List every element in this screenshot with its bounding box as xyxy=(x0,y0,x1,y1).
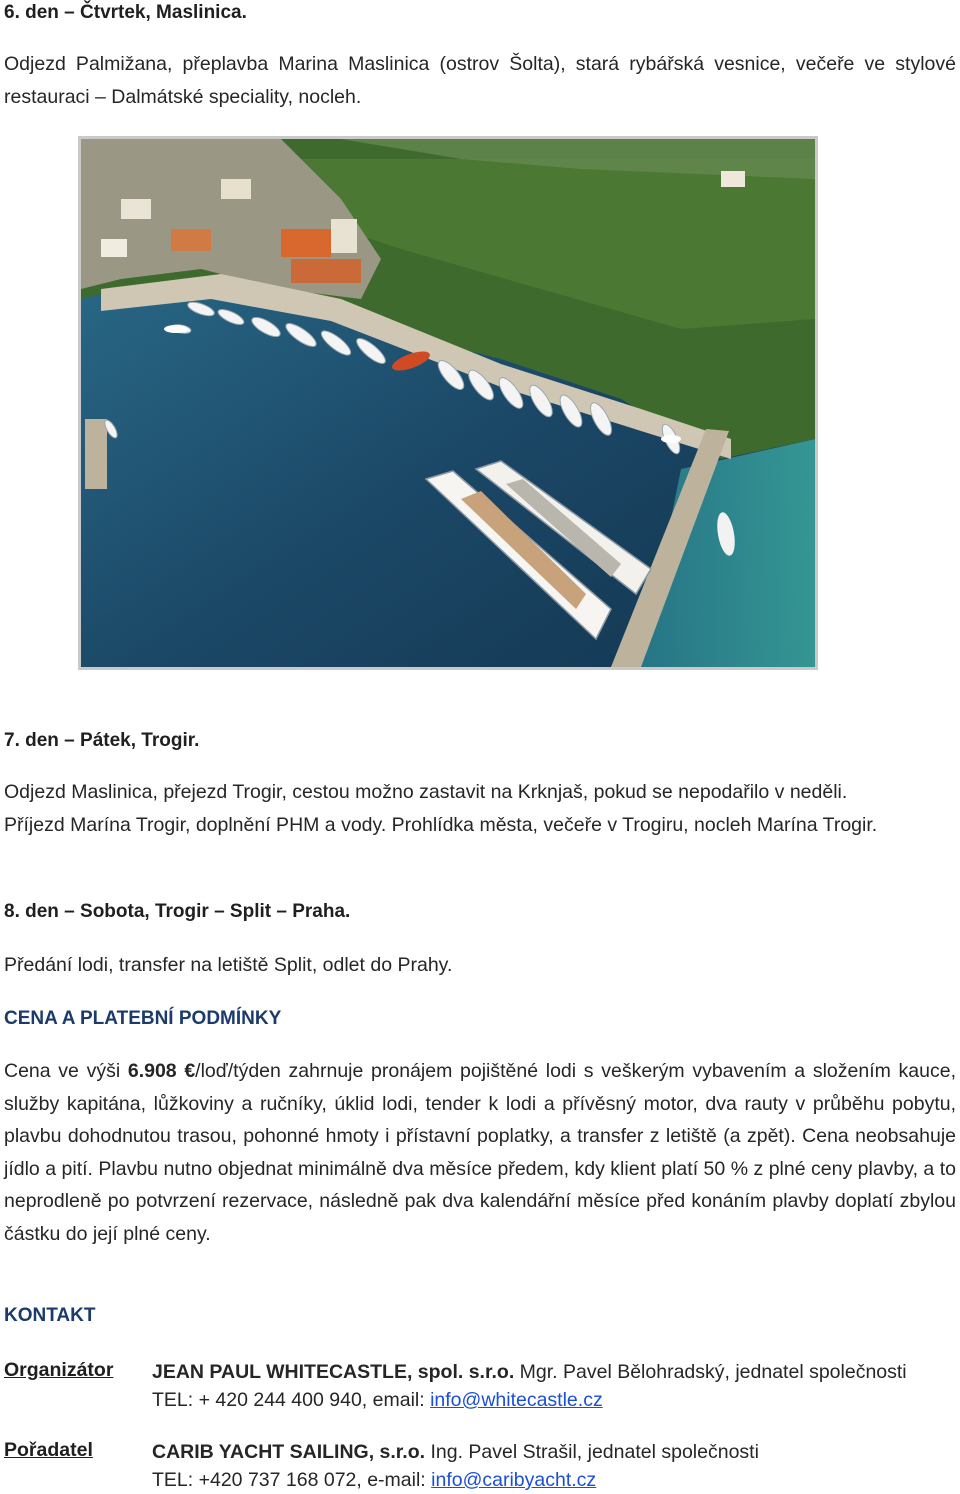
day6-text: Odjezd Palmižana, přeplavba Marina Maslinica (ostrov Šolta), stará rybářská vesnice, večeře ve stylové restauraci – Dalmátské speciality, nocleh. xyxy=(4,53,956,108)
operator-line1 xyxy=(152,1438,759,1466)
marina-aerial-illustration xyxy=(81,139,815,667)
contact-section-title: KONTAKT xyxy=(4,1305,96,1326)
operator-tel: TEL: +420 737 168 072, e-mail: xyxy=(152,1469,432,1491)
operator-company: CARIB YACHT SAILING, s.r.o. xyxy=(152,1441,426,1463)
organizer-person: Mgr. Pavel Bělohradský, jednatel společnosti xyxy=(514,1361,907,1383)
marina-photo xyxy=(78,136,818,670)
day7-heading: 7. den – Pátek, Trogir. xyxy=(4,730,200,751)
price-intro: Cena ve výši xyxy=(4,1060,128,1082)
organizer-company: JEAN PAUL WHITECASTLE, spol. s.r.o. xyxy=(152,1361,515,1383)
organizer-details xyxy=(152,1358,907,1414)
operator-person: Ing. Pavel Strašil, jednatel společnosti xyxy=(425,1441,759,1463)
operator-line2 xyxy=(152,1466,759,1494)
organizer-line1 xyxy=(152,1358,907,1386)
organizer-label: Organizátor xyxy=(4,1359,114,1381)
operator-email-link[interactable]: info@caribyacht.cz xyxy=(431,1469,597,1491)
organizer-email-link[interactable]: info@whitecastle.cz xyxy=(430,1389,603,1411)
price-section-title: CENA A PLATEBNÍ PODMÍNKY xyxy=(4,1008,282,1029)
organizer-tel: TEL: + 420 244 400 940, email: xyxy=(152,1389,431,1411)
day7-line2: Příjezd Marína Trogir, doplnění PHM a vody. Prohlídka města, večeře v Trogiru, nocleh Marína Trogir. xyxy=(4,814,878,836)
operator-label: Pořadatel xyxy=(4,1439,93,1461)
price-amount: 6.908 € xyxy=(127,1060,196,1082)
day7-line1: Odjezd Maslinica, přejezd Trogir, cestou možno zastavit na Krknjaš, pokud se nepodařilo v neděli. xyxy=(4,781,848,803)
day6-heading: 6. den – Čtvrtek, Maslinica. xyxy=(4,2,247,23)
operator-details xyxy=(152,1438,759,1494)
organizer-line2 xyxy=(152,1386,907,1414)
day8-heading: 8. den – Sobota, Trogir – Split – Praha. xyxy=(4,901,351,922)
price-paragraph xyxy=(4,1055,956,1250)
price-text: /loď/týden zahrnuje pronájem pojištěné lodi s veškerým vybavením a složením kauce, služby kapitána, lůžkoviny a ručníky, úklid lodi, tender k lodi a přívěsný motor, dva rauty v průběhu pobytu, plavbu dohodnutou trasou, pohonné hmoty i přístavní poplatky, a transfer z letiště (a zpět). Cena neobsahuje jídlo a pití. Plavbu nutno objednat minimálně dva měsíce předem, kdy klient platí 50 % z plné ceny plavby, a to neprodleně po potvrzení rezervace, následně pak dva kalendářní měsíce před konáním plavby doplatí zbylou částku do její plné ceny. xyxy=(4,1060,956,1245)
day8-text: Předání lodi, transfer na letiště Split, odlet do Prahy. xyxy=(4,954,453,976)
